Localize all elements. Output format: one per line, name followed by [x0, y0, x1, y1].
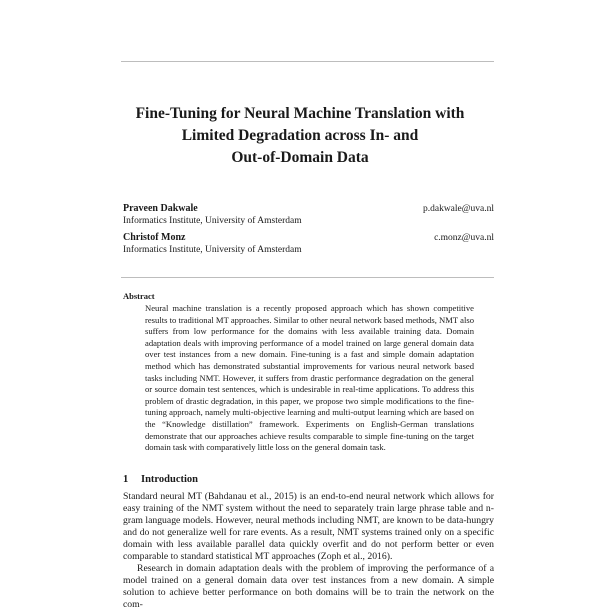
- author-email: p.dakwale@uva.nl: [422, 204, 494, 214]
- section-title: Introduction: [141, 474, 198, 485]
- intro-body: [123, 491, 494, 611]
- author-affiliation: Informatics Institute, University of Amsterdam: [123, 245, 302, 255]
- separator-rule: [121, 277, 494, 278]
- author-block-2: [123, 232, 494, 256]
- section-number: 1: [123, 474, 129, 485]
- abstract-heading: Abstract: [123, 291, 155, 301]
- paper-title: [100, 103, 500, 169]
- author-affiliation: Informatics Institute, University of Amsterdam: [123, 216, 302, 226]
- section-heading: [123, 473, 198, 486]
- abstract-text: Neural machine translation is a recently proposed approach which has shown competitive results to traditional MT approaches. Similar to other neural network based methods, NMT also suffers from low performance for the domains with less available training data. Domain adaptation deals with improving performance of a model trained on large general domain data over test instances from a new domain. Fine-tuning is a fast and simple domain adaptation method which has demonstrated substantial improvements for various neural network based tasks including NMT. However, it suffers from drastic performance degradation on the general or source domain test sentences, which is undesirable in real-time applications. To address this problem of drastic degradation, in this paper, we propose two simple modifications to the fine-tuning approach, namely multi-objective learning and multi-output learning which are based on the “Knowledge distillation” framework. Experiments on English-German translations demonstrate that our approaches achieve results comparable to simple fine-tuning on the target domain task with comparatively little loss on the general domain task.: [145, 303, 474, 453]
- title-line-3: Out-of-Domain Data: [231, 149, 369, 166]
- intro-paragraph-1: Standard neural MT (Bahdanau et al., 2015) is an end-to-end neural network which allows for easy training of the NMT system without the need to separately train large phrase table and n-gram language models. However, neural methods including NMT, are known to be data-hungry and do not generalize well for rare events. As a result, NMT systems trained only on a specific domain with less available parallel data quickly overfit and do not perform better or even comparable to standard statistical MT approaches (Zoph et al., 2016).: [123, 491, 494, 562]
- title-line-1: Fine-Tuning for Neural Machine Translation with: [135, 105, 465, 122]
- top-rule: [121, 61, 494, 62]
- author-name: Praveen Dakwale: [123, 203, 198, 214]
- intro-paragraph-2: Research in domain adaptation deals with the problem of improving the performance of a model trained on a general domain data over test instances from a new domain. A simple solution to achieve better performance on both domains will be to train the network on the com-: [123, 563, 494, 610]
- author-block-1: [123, 203, 494, 227]
- author-email: c.monz@uva.nl: [434, 233, 494, 243]
- author-name: Christof Monz: [123, 232, 186, 243]
- title-line-2: Limited Degradation across In- and: [181, 127, 419, 144]
